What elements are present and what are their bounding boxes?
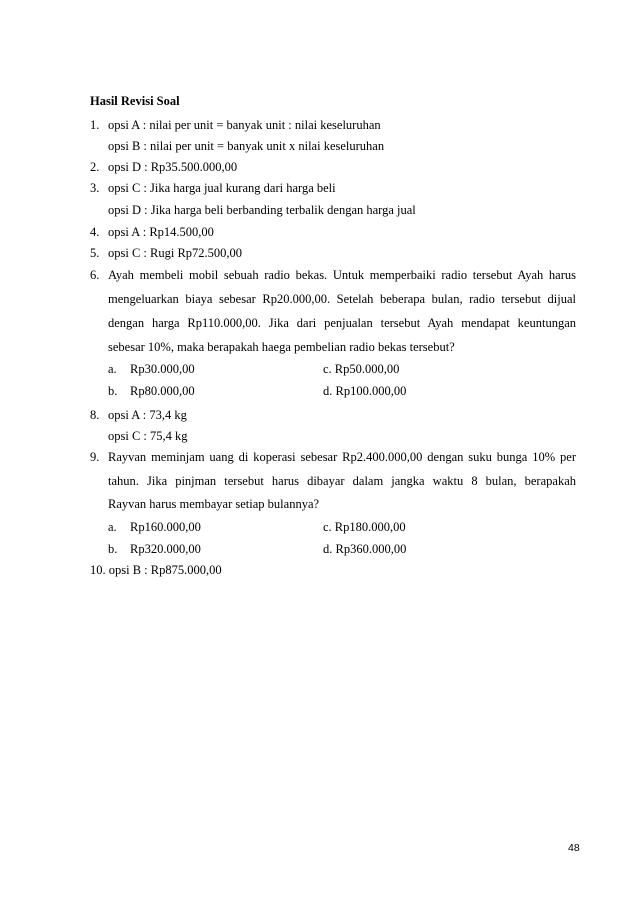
answer-option-a: [108, 362, 195, 377]
question-text-line: tahun. Jika pinjman tersebut harus dibayar dalam jangka waktu 8 bulan, berapakah: [108, 474, 576, 488]
item-text: opsi C : Jika harga jual kurang dari harga beli: [108, 181, 336, 195]
item-number: 9.: [90, 450, 100, 464]
item-text: opsi A : 73,4 kg: [108, 408, 187, 422]
item-number: 2.: [90, 160, 100, 174]
option-letter: a.: [108, 520, 117, 534]
section-title: Hasil Revisi Soal: [90, 94, 180, 108]
question-text-line: Rayvan meminjam uang di koperasi sebesar Rp2.400.000,00 dengan suku bunga 10% per: [108, 450, 576, 464]
answer-option-b: [108, 384, 195, 399]
answer-option-c: c. Rp180.000,00: [323, 520, 406, 534]
question-text-line: dengan harga Rp110.000,00. Jika dari penjualan tersebut Ayah mendapat keuntungan: [108, 316, 576, 330]
item-number: 1.: [90, 118, 100, 132]
question-text-line: Ayah membeli mobil sebuah radio bekas. Untuk memperbaiki radio tersebut Ayah harus: [108, 268, 576, 282]
item-text: opsi C : Rugi Rp72.500,00: [108, 246, 243, 260]
page-number: 48: [568, 842, 580, 854]
option-letter: b.: [108, 384, 118, 398]
option-letter: b.: [108, 542, 118, 556]
question-text-line: Rayvan harus membayar setiap bulannya?: [108, 497, 320, 511]
question-text-line: mengeluarkan biaya sebesar Rp20.000,00. Setelah beberapa bulan, radio tersebut dijual: [108, 292, 576, 306]
question-text-line: sebesar 10%, maka berapakah haega pembelian radio bekas tersebut?: [108, 340, 455, 354]
option-text: Rp320.000,00: [130, 542, 201, 556]
answer-option-a: [108, 520, 201, 535]
item-number: 6.: [90, 268, 100, 282]
option-letter: a.: [108, 362, 117, 376]
item-text: opsi C : 75,4 kg: [108, 429, 188, 443]
item-text: opsi B : nilai per unit = banyak unit x nilai keseluruhan: [108, 139, 385, 153]
answer-option-d: d. Rp100.000,00: [323, 384, 407, 398]
item-text: opsi D : Jika harga beli berbanding terbalik dengan harga jual: [108, 203, 416, 217]
list-item: 10. opsi B : Rp875.000,00: [90, 563, 222, 577]
option-text: Rp30.000,00: [130, 362, 195, 376]
option-text: Rp80.000,00: [130, 384, 195, 398]
answer-option-b: [108, 542, 201, 557]
item-number: 8.: [90, 408, 100, 422]
item-number: 3.: [90, 181, 100, 195]
item-number: 4.: [90, 225, 100, 239]
option-text: Rp160.000,00: [130, 520, 201, 534]
item-text: opsi D : Rp35.500.000,00: [108, 160, 238, 174]
item-number: 5.: [90, 246, 100, 260]
item-text: opsi A : nilai per unit = banyak unit : nilai keseluruhan: [108, 118, 381, 132]
item-text: opsi A : Rp14.500,00: [108, 225, 214, 239]
answer-option-d: d. Rp360.000,00: [323, 542, 407, 556]
answer-option-c: c. Rp50.000,00: [323, 362, 400, 376]
